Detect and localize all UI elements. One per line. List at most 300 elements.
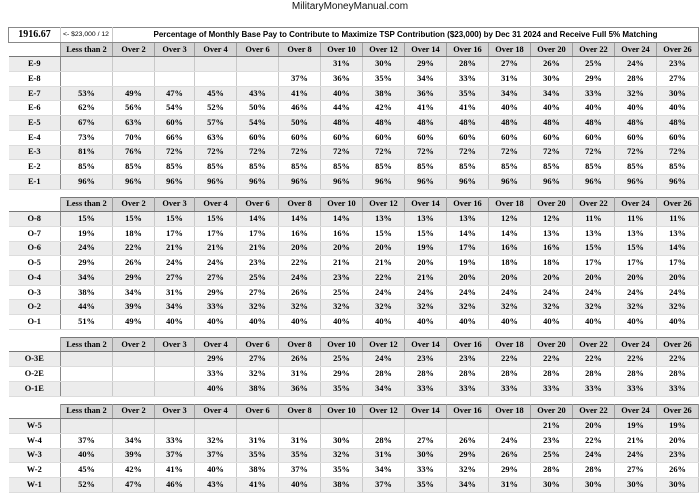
percentage-cell: 45%: [61, 463, 113, 478]
percentage-cell: 37%: [279, 463, 321, 478]
percentage-cell: 46%: [155, 477, 195, 492]
column-header: Over 14: [405, 337, 447, 352]
percentage-cell: 24%: [531, 285, 573, 300]
percentage-cell: 36%: [321, 72, 363, 87]
column-header: Over 22: [573, 404, 615, 419]
column-header: Over 18: [489, 404, 531, 419]
percentage-cell: 47%: [155, 86, 195, 101]
percentage-cell: 15%: [61, 212, 113, 227]
table-row: [9, 174, 699, 189]
percentage-cell: 38%: [237, 463, 279, 478]
table-row: [9, 160, 699, 175]
percentage-cell: 33%: [489, 381, 531, 396]
percentage-cell: 15%: [113, 212, 155, 227]
rank-label: W-2: [9, 463, 61, 478]
percentage-cell: 85%: [113, 160, 155, 175]
column-header: Over 2: [113, 42, 155, 57]
percentage-cell: [195, 72, 237, 87]
percentage-cell: 25%: [321, 352, 363, 367]
column-header: Over 14: [405, 42, 447, 57]
percentage-cell: 48%: [657, 116, 699, 131]
rank-label: E-6: [9, 101, 61, 116]
percentage-cell: 96%: [61, 174, 113, 189]
percentage-cell: 22%: [531, 352, 573, 367]
percentage-cell: 40%: [405, 315, 447, 330]
percentage-cell: 24%: [615, 57, 657, 72]
percentage-cell: 72%: [405, 145, 447, 160]
table-row: [9, 256, 699, 271]
column-header-row: [9, 337, 699, 352]
percentage-cell: 21%: [615, 433, 657, 448]
percentage-cell: 41%: [279, 86, 321, 101]
percentage-cell: 96%: [113, 174, 155, 189]
percentage-cell: 28%: [615, 367, 657, 382]
percentage-cell: 24%: [279, 271, 321, 286]
percentage-cell: 24%: [61, 241, 113, 256]
percentage-cell: 27%: [237, 285, 279, 300]
percentage-cell: 19%: [615, 419, 657, 434]
percentage-cell: 30%: [321, 433, 363, 448]
percentage-cell: 37%: [155, 448, 195, 463]
section-spacer: [9, 396, 699, 404]
percentage-cell: 33%: [195, 300, 237, 315]
percentage-cell: 72%: [657, 145, 699, 160]
column-header: Over 3: [155, 42, 195, 57]
percentage-cell: 27%: [155, 271, 195, 286]
percentage-cell: 14%: [279, 212, 321, 227]
percentage-cell: 60%: [363, 130, 405, 145]
percentage-cell: 33%: [615, 381, 657, 396]
rank-label: W-1: [9, 477, 61, 492]
percentage-cell: 40%: [237, 315, 279, 330]
column-header: Over 6: [237, 404, 279, 419]
percentage-cell: [155, 352, 195, 367]
percentage-cell: 35%: [321, 381, 363, 396]
percentage-cell: 24%: [615, 448, 657, 463]
percentage-cell: 18%: [531, 256, 573, 271]
table-row: [9, 381, 699, 396]
percentage-cell: 23%: [405, 352, 447, 367]
column-header: Over 22: [573, 42, 615, 57]
percentage-cell: 40%: [615, 101, 657, 116]
percentage-cell: 85%: [61, 160, 113, 175]
percentage-cell: 32%: [195, 433, 237, 448]
rank-label: O-6: [9, 241, 61, 256]
table-row: [9, 300, 699, 315]
column-header: Over 3: [155, 197, 195, 212]
percentage-cell: [155, 57, 195, 72]
table-row: [9, 241, 699, 256]
percentage-cell: 20%: [573, 271, 615, 286]
percentage-cell: 34%: [113, 433, 155, 448]
percentage-cell: 60%: [531, 130, 573, 145]
column-header: Over 3: [155, 404, 195, 419]
percentage-cell: 26%: [489, 448, 531, 463]
rank-label: O-3E: [9, 352, 61, 367]
percentage-cell: 48%: [573, 116, 615, 131]
percentage-cell: 21%: [321, 256, 363, 271]
column-header: Over 8: [279, 197, 321, 212]
percentage-cell: 34%: [61, 271, 113, 286]
percentage-cell: 48%: [405, 116, 447, 131]
percentage-cell: 60%: [279, 130, 321, 145]
percentage-cell: 16%: [321, 226, 363, 241]
percentage-cell: 34%: [447, 477, 489, 492]
percentage-cell: 19%: [405, 241, 447, 256]
column-header: Over 20: [531, 42, 573, 57]
column-header: Over 4: [195, 197, 237, 212]
percentage-cell: [195, 57, 237, 72]
table-title: Percentage of Monthly Base Pay to Contribute to Maximize TSP Contribution ($23,000) by Dec 31 2024 and Receive Full 5% Matching: [113, 28, 699, 43]
table-row: [9, 116, 699, 131]
percentage-cell: 72%: [447, 145, 489, 160]
percentage-cell: 72%: [363, 145, 405, 160]
rank-label: E-5: [9, 116, 61, 131]
column-header: Over 14: [405, 197, 447, 212]
percentage-cell: 46%: [279, 101, 321, 116]
percentage-cell: 18%: [113, 226, 155, 241]
percentage-cell: 26%: [447, 433, 489, 448]
percentage-cell: 12%: [531, 212, 573, 227]
percentage-cell: 54%: [155, 101, 195, 116]
percentage-cell: 14%: [657, 241, 699, 256]
percentage-cell: 28%: [657, 367, 699, 382]
percentage-cell: 44%: [321, 101, 363, 116]
percentage-cell: 23%: [321, 271, 363, 286]
column-header: Over 4: [195, 404, 237, 419]
percentage-cell: 30%: [657, 86, 699, 101]
percentage-cell: 15%: [363, 226, 405, 241]
percentage-cell: [61, 367, 113, 382]
percentage-cell: 26%: [113, 256, 155, 271]
percentage-cell: 35%: [237, 448, 279, 463]
base-pay-value: 1916.67: [9, 28, 61, 43]
percentage-cell: 72%: [489, 145, 531, 160]
rank-label: E-7: [9, 86, 61, 101]
percentage-cell: 34%: [531, 86, 573, 101]
percentage-cell: 34%: [405, 72, 447, 87]
column-header: Over 2: [113, 404, 155, 419]
percentage-cell: 16%: [279, 226, 321, 241]
percentage-cell: 13%: [615, 226, 657, 241]
percentage-cell: 35%: [279, 448, 321, 463]
percentage-cell: 21%: [237, 241, 279, 256]
percentage-cell: 38%: [61, 285, 113, 300]
percentage-cell: 34%: [363, 463, 405, 478]
percentage-cell: 32%: [237, 300, 279, 315]
rank-label: E-2: [9, 160, 61, 175]
percentage-cell: 28%: [447, 367, 489, 382]
percentage-cell: 60%: [321, 130, 363, 145]
percentage-cell: 60%: [237, 130, 279, 145]
percentage-cell: 85%: [531, 160, 573, 175]
percentage-cell: 34%: [489, 86, 531, 101]
percentage-cell: 49%: [113, 315, 155, 330]
percentage-cell: 28%: [363, 367, 405, 382]
percentage-cell: 40%: [195, 381, 237, 396]
percentage-cell: 15%: [573, 241, 615, 256]
percentage-cell: 21%: [405, 271, 447, 286]
percentage-cell: 44%: [61, 300, 113, 315]
percentage-cell: 41%: [155, 463, 195, 478]
column-header: Over 8: [279, 337, 321, 352]
percentage-cell: [113, 419, 155, 434]
percentage-cell: 96%: [573, 174, 615, 189]
percentage-cell: 23%: [531, 433, 573, 448]
percentage-cell: 53%: [61, 86, 113, 101]
percentage-cell: 96%: [237, 174, 279, 189]
percentage-cell: 20%: [657, 271, 699, 286]
title-row: [9, 28, 699, 43]
column-header: Over 26: [657, 337, 699, 352]
column-header: Over 6: [237, 197, 279, 212]
percentage-cell: 57%: [195, 116, 237, 131]
column-header: Over 24: [615, 42, 657, 57]
percentage-cell: 60%: [573, 130, 615, 145]
percentage-cell: 50%: [279, 116, 321, 131]
percentage-cell: 24%: [363, 285, 405, 300]
percentage-cell: 41%: [405, 101, 447, 116]
percentage-cell: 31%: [279, 433, 321, 448]
percentage-cell: [155, 381, 195, 396]
percentage-cell: 16%: [489, 241, 531, 256]
percentage-cell: 72%: [321, 145, 363, 160]
percentage-cell: 28%: [489, 367, 531, 382]
percentage-cell: 14%: [447, 226, 489, 241]
percentage-cell: [61, 419, 113, 434]
percentage-cell: 60%: [615, 130, 657, 145]
percentage-cell: [113, 367, 155, 382]
percentage-cell: 47%: [113, 477, 155, 492]
percentage-cell: 48%: [489, 116, 531, 131]
percentage-cell: 25%: [573, 57, 615, 72]
percentage-cell: 85%: [615, 160, 657, 175]
percentage-cell: 31%: [155, 285, 195, 300]
percentage-cell: 33%: [405, 381, 447, 396]
percentage-cell: 30%: [615, 477, 657, 492]
percentage-cell: 43%: [195, 477, 237, 492]
percentage-cell: 20%: [531, 271, 573, 286]
percentage-cell: 96%: [155, 174, 195, 189]
column-header: Over 2: [113, 337, 155, 352]
percentage-cell: 24%: [489, 285, 531, 300]
column-header-row: [9, 404, 699, 419]
rank-label: O-1: [9, 315, 61, 330]
table-row: [9, 130, 699, 145]
percentage-cell: 12%: [489, 212, 531, 227]
percentage-cell: 85%: [155, 160, 195, 175]
percentage-cell: 85%: [321, 160, 363, 175]
column-header: Over 16: [447, 197, 489, 212]
percentage-cell: [113, 381, 155, 396]
percentage-cell: [155, 367, 195, 382]
percentage-cell: 85%: [657, 160, 699, 175]
percentage-cell: 85%: [279, 160, 321, 175]
percentage-cell: 32%: [657, 300, 699, 315]
percentage-cell: 22%: [363, 271, 405, 286]
percentage-cell: [195, 419, 237, 434]
percentage-cell: 42%: [363, 101, 405, 116]
percentage-cell: [113, 72, 155, 87]
column-header: Over 18: [489, 42, 531, 57]
percentage-cell: 85%: [195, 160, 237, 175]
percentage-cell: [61, 57, 113, 72]
percentage-cell: 50%: [237, 101, 279, 116]
percentage-cell: 21%: [155, 241, 195, 256]
percentage-cell: 24%: [573, 448, 615, 463]
percentage-cell: 30%: [531, 72, 573, 87]
rank-label: W-4: [9, 433, 61, 448]
percentage-cell: 31%: [489, 477, 531, 492]
percentage-cell: 21%: [195, 241, 237, 256]
percentage-cell: 45%: [195, 86, 237, 101]
tsp-contribution-table: [8, 27, 699, 493]
percentage-cell: 37%: [279, 72, 321, 87]
rank-label: E-4: [9, 130, 61, 145]
column-header: Over 6: [237, 42, 279, 57]
percentage-cell: 37%: [363, 477, 405, 492]
percentage-cell: 13%: [405, 212, 447, 227]
percentage-cell: 24%: [405, 285, 447, 300]
table-row: [9, 271, 699, 286]
percentage-cell: 14%: [321, 212, 363, 227]
percentage-cell: 30%: [531, 477, 573, 492]
percentage-cell: [405, 419, 447, 434]
percentage-cell: 26%: [531, 57, 573, 72]
percentage-cell: 22%: [615, 352, 657, 367]
percentage-cell: 85%: [489, 160, 531, 175]
rank-label: O-2E: [9, 367, 61, 382]
column-header: Over 10: [321, 337, 363, 352]
table-row: [9, 315, 699, 330]
percentage-cell: 33%: [447, 381, 489, 396]
percentage-cell: 30%: [363, 57, 405, 72]
percentage-cell: 39%: [113, 448, 155, 463]
percentage-cell: [113, 352, 155, 367]
percentage-cell: 73%: [61, 130, 113, 145]
column-header: Over 26: [657, 197, 699, 212]
percentage-cell: 28%: [447, 57, 489, 72]
percentage-cell: [237, 419, 279, 434]
percentage-cell: 35%: [447, 86, 489, 101]
percentage-cell: 40%: [61, 448, 113, 463]
column-header: Over 20: [531, 337, 573, 352]
percentage-cell: 17%: [615, 256, 657, 271]
percentage-cell: 40%: [657, 101, 699, 116]
percentage-cell: 41%: [447, 101, 489, 116]
column-header: Over 3: [155, 337, 195, 352]
percentage-cell: 31%: [489, 72, 531, 87]
percentage-cell: 40%: [531, 315, 573, 330]
percentage-cell: 32%: [279, 300, 321, 315]
percentage-cell: 31%: [279, 367, 321, 382]
percentage-cell: 40%: [489, 101, 531, 116]
percentage-cell: 16%: [531, 241, 573, 256]
percentage-cell: 24%: [155, 256, 195, 271]
rank-label: W-5: [9, 419, 61, 434]
percentage-cell: 38%: [321, 477, 363, 492]
percentage-cell: 11%: [657, 212, 699, 227]
percentage-cell: 96%: [279, 174, 321, 189]
section-spacer: [9, 329, 699, 337]
column-header: Over 4: [195, 42, 237, 57]
percentage-cell: 48%: [531, 116, 573, 131]
percentage-cell: 28%: [405, 367, 447, 382]
percentage-cell: 62%: [61, 101, 113, 116]
percentage-cell: 17%: [195, 226, 237, 241]
percentage-cell: 37%: [195, 448, 237, 463]
rank-label: E-3: [9, 145, 61, 160]
percentage-cell: 32%: [531, 300, 573, 315]
section-spacer: [9, 189, 699, 197]
percentage-cell: 70%: [113, 130, 155, 145]
spacer-cell: [9, 396, 699, 404]
percentage-cell: 40%: [363, 315, 405, 330]
percentage-cell: 33%: [195, 367, 237, 382]
percentage-cell: 51%: [61, 315, 113, 330]
percentage-cell: [113, 57, 155, 72]
column-header: Less than 2: [61, 197, 113, 212]
percentage-cell: 48%: [447, 116, 489, 131]
percentage-cell: 48%: [615, 116, 657, 131]
percentage-cell: 72%: [155, 145, 195, 160]
column-header: Over 12: [363, 197, 405, 212]
table-row: [9, 145, 699, 160]
percentage-cell: 40%: [279, 315, 321, 330]
percentage-cell: 19%: [657, 419, 699, 434]
percentage-cell: 85%: [237, 160, 279, 175]
percentage-cell: 40%: [573, 315, 615, 330]
percentage-cell: 17%: [657, 256, 699, 271]
percentage-cell: 29%: [405, 57, 447, 72]
percentage-cell: [61, 381, 113, 396]
rank-header-blank: [9, 337, 61, 352]
table-row: [9, 463, 699, 478]
percentage-cell: 40%: [573, 101, 615, 116]
percentage-cell: 17%: [155, 226, 195, 241]
column-header: Less than 2: [61, 337, 113, 352]
percentage-cell: 42%: [113, 463, 155, 478]
percentage-cell: 40%: [321, 86, 363, 101]
percentage-cell: [155, 72, 195, 87]
table-row: [9, 72, 699, 87]
percentage-cell: 18%: [489, 256, 531, 271]
rank-label: O-8: [9, 212, 61, 227]
percentage-cell: 27%: [195, 271, 237, 286]
percentage-cell: 60%: [489, 130, 531, 145]
percentage-cell: 29%: [195, 352, 237, 367]
percentage-cell: 96%: [195, 174, 237, 189]
percentage-cell: 43%: [237, 86, 279, 101]
column-header: Over 12: [363, 42, 405, 57]
percentage-cell: 17%: [237, 226, 279, 241]
percentage-cell: 27%: [657, 72, 699, 87]
column-header: Over 12: [363, 404, 405, 419]
percentage-cell: 20%: [573, 419, 615, 434]
percentage-cell: 60%: [155, 116, 195, 131]
percentage-cell: 32%: [321, 300, 363, 315]
percentage-cell: 33%: [447, 72, 489, 87]
percentage-cell: 29%: [489, 463, 531, 478]
percentage-cell: 24%: [615, 285, 657, 300]
percentage-cell: 22%: [573, 352, 615, 367]
percentage-cell: 24%: [447, 285, 489, 300]
percentage-cell: 41%: [237, 477, 279, 492]
percentage-cell: [489, 419, 531, 434]
percentage-cell: 15%: [195, 212, 237, 227]
table-row: [9, 367, 699, 382]
percentage-cell: 29%: [113, 271, 155, 286]
